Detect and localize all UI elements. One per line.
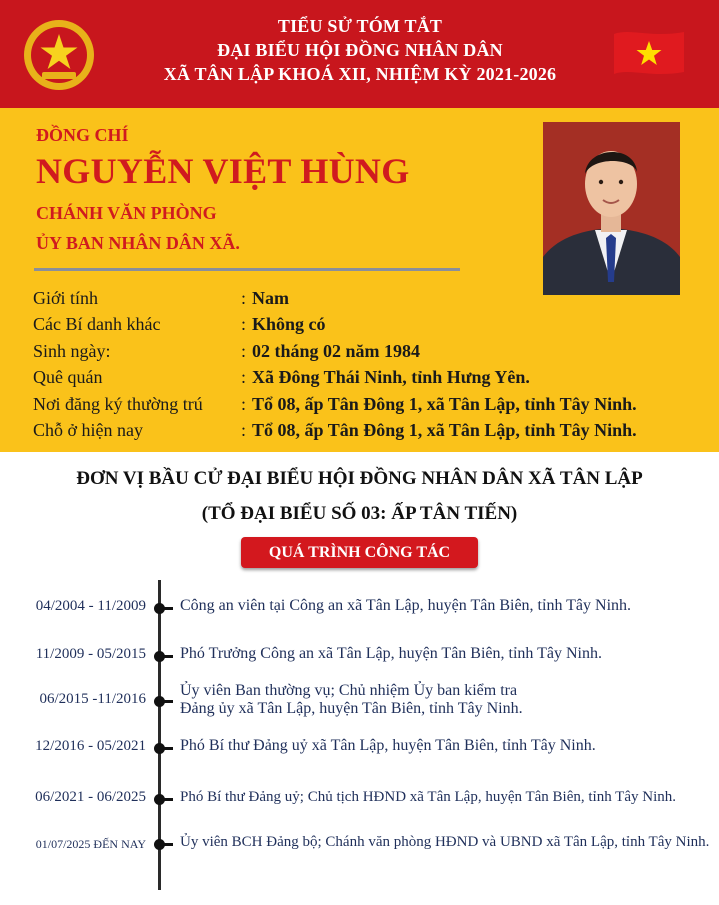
portrait-photo — [543, 122, 680, 295]
electoral-unit-subtitle: (TỔ ĐẠI BIỂU SỐ 03: ẤP TÂN TIẾN) — [201, 503, 518, 524]
timeline-period: 01/07/2025 ĐẾN NAY — [35, 837, 146, 851]
timeline-connector — [163, 747, 173, 750]
field-label-gender: Giới tính — [33, 288, 99, 308]
timeline-period: 04/2004 - 11/2009 — [35, 598, 146, 614]
profile-title: ĐỒNG CHÍ — [36, 125, 129, 145]
timeline-connector — [163, 798, 173, 801]
field-value-aliases: Không có — [252, 314, 326, 334]
header-title-line3: XÃ TÂN LẬP KHOÁ XII, NHIỆM KỲ 2021-2026 — [163, 64, 557, 84]
field-colon: : — [241, 394, 247, 414]
timeline-description: Ủy viên BCH Đảng bộ; Chánh văn phòng HĐND và UBND xã Tân Lập, tỉnh Tây Ninh. — [180, 834, 710, 850]
timeline-connector — [163, 700, 173, 703]
field-value-birthdate: 02 tháng 02 năm 1984 — [252, 341, 421, 361]
timeline-item — [0, 641, 719, 671]
career-section-badge: QUÁ TRÌNH CÔNG TÁC — [241, 537, 478, 568]
header-title-line2: ĐẠI BIỂU HỘI ĐỒNG NHÂN DÂN — [217, 40, 503, 60]
timeline-connector — [163, 843, 173, 846]
timeline-description: Phó Bí thư Đảng uỷ; Chủ tịch HĐND xã Tân Lập, huyện Tân Biên, tỉnh Tây Ninh. — [180, 789, 676, 805]
divider — [34, 268, 460, 271]
profile-position-line1: CHÁNH VĂN PHÒNG — [36, 203, 217, 223]
timeline-period: 06/2015 -11/2016 — [39, 691, 146, 707]
electoral-unit-title: ĐƠN VỊ BẦU CỬ ĐẠI BIỂU HỘI ĐỒNG NHÂN DÂN XÃ TÂN LẬP — [76, 468, 643, 489]
header-title-line1: TIỂU SỬ TÓM TẮT — [277, 16, 443, 36]
timeline-description: Phó Trưởng Công an xã Tân Lập, huyện Tân Biên, tỉnh Tây Ninh. — [180, 645, 602, 662]
field-value-permanent-address: Tổ 08, ấp Tân Đông 1, xã Tân Lập, tỉnh Tây Ninh. — [252, 394, 637, 414]
timeline-description-line2: Đảng ủy xã Tân Lập, huyện Tân Biên, tỉnh Tây Ninh. — [180, 700, 523, 717]
timeline-item — [0, 784, 719, 814]
vietnam-flag-icon — [610, 28, 688, 78]
field-colon: : — [241, 341, 247, 361]
field-value-hometown: Xã Đông Thái Ninh, tỉnh Hưng Yên. — [252, 367, 530, 387]
timeline-connector — [163, 655, 173, 658]
field-colon: : — [241, 367, 247, 387]
field-label-aliases: Các Bí danh khác — [33, 314, 161, 334]
timeline-period: 11/2009 - 05/2015 — [35, 646, 146, 662]
profile-name: NGUYỄN VIỆT HÙNG — [36, 151, 410, 191]
field-colon: : — [241, 314, 247, 334]
timeline-description: Phó Bí thư Đảng uỷ xã Tân Lập, huyện Tân Biên, tỉnh Tây Ninh. — [180, 737, 596, 754]
timeline-period: 06/2021 - 06/2025 — [35, 789, 146, 805]
header-banner — [0, 0, 719, 108]
timeline-item — [0, 593, 719, 623]
timeline-description: Công an viên tại Công an xã Tân Lập, huyện Tân Biên, tỉnh Tây Ninh. — [180, 597, 632, 614]
field-colon: : — [241, 420, 247, 440]
timeline-item — [0, 733, 719, 763]
field-label-permanent-address: Nơi đăng ký thường trú — [33, 394, 203, 414]
field-colon: : — [241, 288, 247, 308]
field-label-birthdate: Sinh ngày: — [33, 341, 111, 361]
field-label-current-residence: Chỗ ở hiện nay — [33, 420, 144, 440]
timeline-item — [0, 829, 719, 859]
timeline-item — [0, 682, 719, 717]
field-value-current-residence: Tổ 08, ấp Tân Đông 1, xã Tân Lập, tỉnh Tây Ninh. — [252, 420, 637, 440]
national-emblem-icon — [22, 18, 96, 92]
timeline-period: 12/2016 - 05/2021 — [35, 738, 146, 754]
field-value-gender: Nam — [252, 288, 289, 308]
profile-position-line2: ỦY BAN NHÂN DÂN XÃ. — [36, 233, 240, 253]
timeline-description: Ủy viên Ban thường vụ; Chủ nhiệm Ủy ban kiểm tra — [180, 682, 518, 699]
field-label-hometown: Quê quán — [33, 367, 103, 387]
timeline-connector — [163, 607, 173, 610]
